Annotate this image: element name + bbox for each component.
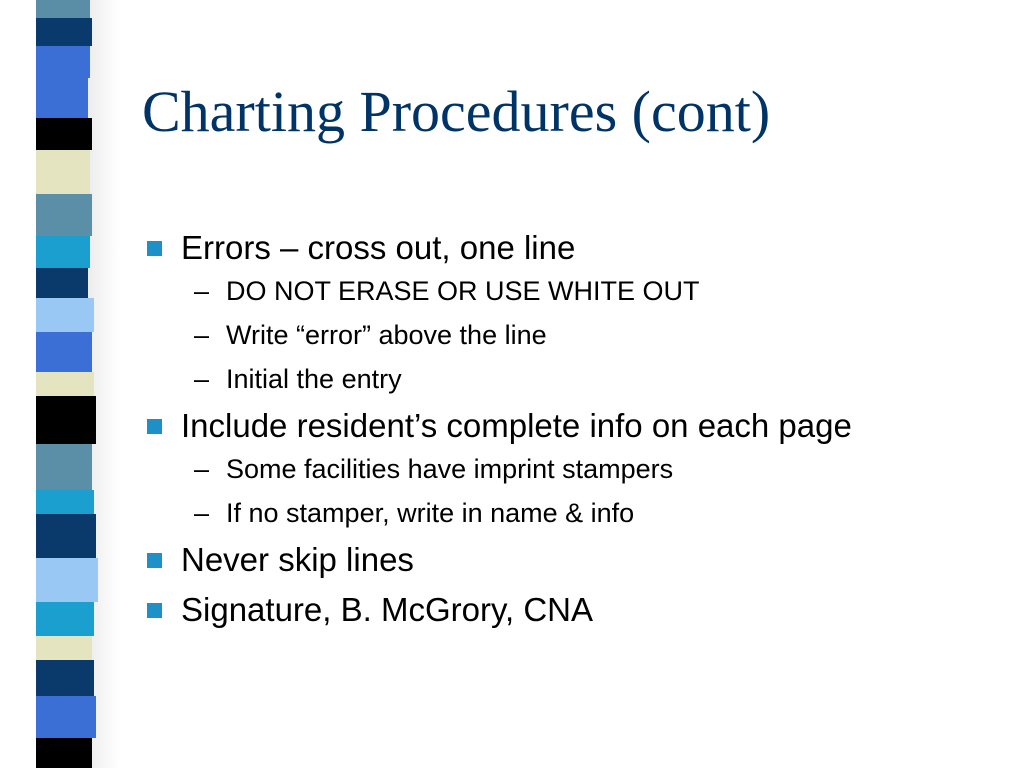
sub-bullet-item <box>146 318 1016 352</box>
stripe-block <box>36 78 88 118</box>
stripe-block <box>36 194 92 236</box>
decorative-stripe <box>0 0 120 768</box>
dash-bullet-icon: – <box>194 276 210 306</box>
stripe-block <box>36 0 90 18</box>
stripe-block <box>36 490 94 514</box>
stripe-block <box>36 696 96 738</box>
stripe-block <box>36 236 90 268</box>
bullet-item <box>146 228 1016 268</box>
stripe-block <box>36 558 98 602</box>
stripe-block <box>36 372 94 396</box>
stripe-block <box>36 150 90 194</box>
dash-bullet-icon: – <box>194 364 210 394</box>
stripe-block <box>36 660 94 696</box>
stripe-block <box>36 46 90 78</box>
square-bullet-icon <box>147 419 162 434</box>
sub-bullet-text: If no stamper, write in name & info <box>226 498 635 528</box>
bullet-list <box>146 228 1016 630</box>
sub-bullet-item <box>146 452 1016 486</box>
square-bullet-icon <box>147 241 162 256</box>
stripe-block <box>36 18 92 46</box>
stripe-block <box>36 514 96 558</box>
square-bullet-icon <box>147 553 162 568</box>
sub-bullet-text: DO NOT ERASE OR USE WHITE OUT <box>226 276 700 306</box>
sub-bullet-item <box>146 362 1016 396</box>
stripe-block <box>36 396 96 444</box>
stripe-block <box>36 118 92 150</box>
stripe-block <box>36 268 88 298</box>
bullet-item <box>146 540 1016 580</box>
bullet-item <box>146 590 1016 630</box>
slide-title: Charting Procedures (cont) <box>142 79 771 144</box>
sub-bullet-text: Initial the entry <box>226 364 402 394</box>
stripe-block <box>36 738 92 768</box>
sub-bullet-text: Write “error” above the line <box>226 320 547 350</box>
stripe-block <box>36 636 92 660</box>
stripe-block <box>36 332 92 372</box>
sub-bullet-item <box>146 274 1016 308</box>
dash-bullet-icon: – <box>194 498 210 528</box>
bullet-text: Include resident’s complete info on each page <box>181 407 852 444</box>
stripe-block <box>36 444 92 490</box>
dash-bullet-icon: – <box>194 320 210 350</box>
bullet-text: Never skip lines <box>181 541 414 578</box>
bullet-text: Errors – cross out, one line <box>181 229 576 266</box>
dash-bullet-icon: – <box>194 454 210 484</box>
bullet-text: Signature, B. McGrory, CNA <box>181 591 594 628</box>
sub-bullet-item <box>146 496 1016 530</box>
sub-bullet-text: Some facilities have imprint stampers <box>226 454 674 484</box>
square-bullet-icon <box>147 603 162 618</box>
bullet-item <box>146 406 1016 446</box>
stripe-block <box>36 602 94 636</box>
stripe-block <box>36 298 94 332</box>
